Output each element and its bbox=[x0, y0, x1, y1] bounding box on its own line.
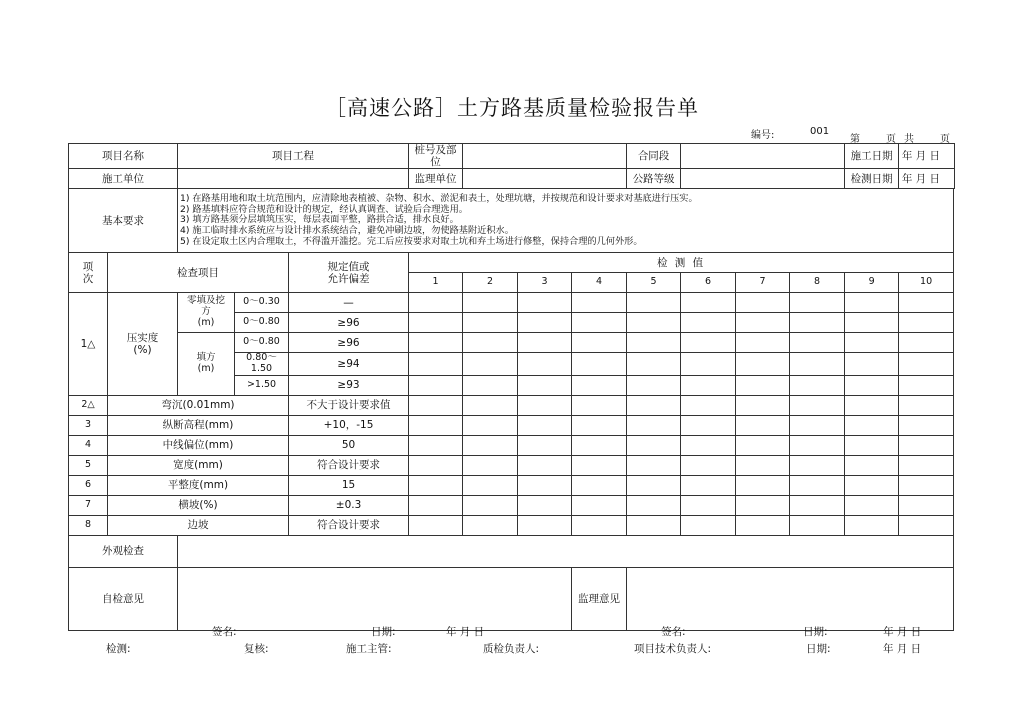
measure-cell[interactable] bbox=[463, 455, 518, 475]
footer-date-ymd: 年 月 日 bbox=[883, 643, 922, 655]
measure-cell[interactable] bbox=[409, 333, 463, 353]
appearance-value[interactable] bbox=[178, 535, 954, 567]
measure-cell[interactable] bbox=[409, 475, 463, 495]
measure-cell[interactable] bbox=[518, 353, 572, 376]
measure-cell[interactable] bbox=[790, 515, 845, 535]
measure-cell[interactable] bbox=[790, 415, 845, 435]
compaction-row bbox=[69, 333, 955, 353]
item-row bbox=[69, 435, 955, 455]
measure-cell[interactable] bbox=[681, 395, 736, 415]
measure-cell[interactable] bbox=[736, 293, 790, 313]
measure-cell[interactable] bbox=[736, 515, 790, 535]
item-spec: ±0.3 bbox=[289, 495, 409, 515]
compaction-group-cut: 零填及挖 方 (m) bbox=[178, 293, 235, 333]
measure-cell[interactable] bbox=[518, 455, 572, 475]
measure-cell[interactable] bbox=[681, 375, 736, 395]
measure-cell[interactable] bbox=[845, 293, 899, 313]
measure-cell[interactable] bbox=[409, 395, 463, 415]
measure-cell[interactable] bbox=[572, 475, 627, 495]
supervise-label: 监理意见 bbox=[572, 567, 627, 630]
opinion-row bbox=[69, 567, 955, 630]
compaction-depth: 0～0.30 bbox=[235, 293, 289, 313]
measure-cell[interactable] bbox=[845, 415, 899, 435]
measure-cell[interactable] bbox=[627, 455, 681, 475]
measure-cell[interactable] bbox=[736, 313, 790, 333]
col-number: 5 bbox=[627, 273, 681, 293]
measure-cell[interactable] bbox=[627, 475, 681, 495]
col-number: 3 bbox=[518, 273, 572, 293]
measure-cell[interactable] bbox=[518, 395, 572, 415]
measure-cell[interactable] bbox=[790, 395, 845, 415]
supervise-date-ymd: 年 月 日 bbox=[883, 625, 922, 638]
measure-cell[interactable] bbox=[790, 353, 845, 376]
item-row bbox=[69, 475, 955, 495]
info-row-1 bbox=[69, 144, 955, 169]
measure-cell[interactable] bbox=[681, 455, 736, 475]
self-check-label: 自检意见 bbox=[69, 567, 178, 630]
measure-cell[interactable] bbox=[572, 495, 627, 515]
measure-cell[interactable] bbox=[790, 313, 845, 333]
measure-cell[interactable] bbox=[409, 495, 463, 515]
measure-cell[interactable] bbox=[627, 293, 681, 313]
item-seq: 2△ bbox=[69, 395, 108, 415]
item-row bbox=[69, 515, 955, 535]
item-seq: 8 bbox=[69, 515, 108, 535]
measure-cell[interactable] bbox=[736, 475, 790, 495]
measure-cell[interactable] bbox=[790, 475, 845, 495]
supervise-area[interactable] bbox=[627, 567, 954, 638]
footer-quality: 质检负责人: bbox=[483, 643, 540, 655]
measure-cell[interactable] bbox=[518, 293, 572, 313]
compaction-group-fill: 填方 (m) bbox=[178, 333, 235, 396]
measure-cell[interactable] bbox=[409, 435, 463, 455]
compaction-depth: 0～0.80 bbox=[235, 333, 289, 353]
compaction-depth: 0.80～ 1.50 bbox=[235, 353, 289, 376]
measure-cell[interactable] bbox=[409, 313, 463, 333]
measure-cell[interactable] bbox=[409, 375, 463, 395]
measure-cell[interactable] bbox=[681, 333, 736, 353]
compaction-spec: ≥94 bbox=[289, 353, 409, 376]
report-title: ［高速公路］土方路基质量检验报告单 bbox=[325, 96, 699, 120]
measure-cell[interactable] bbox=[627, 515, 681, 535]
measure-cell[interactable] bbox=[736, 495, 790, 515]
measure-cell[interactable] bbox=[899, 415, 954, 435]
footer-supervisor: 施工主管: bbox=[346, 643, 392, 655]
measure-cell[interactable] bbox=[845, 375, 899, 395]
col-number: 7 bbox=[736, 273, 790, 293]
requirement-line: 1) 在路基用地和取土坑范围内，应清除地表植被、杂物、积水、淤泥和表土，处理坑塘，并按规范和设计要求对基底进行压实。 bbox=[180, 193, 698, 205]
measure-cell[interactable] bbox=[899, 353, 954, 376]
item-seq: 4 bbox=[69, 435, 108, 455]
measure-cell[interactable] bbox=[572, 375, 627, 395]
compaction-spec: — bbox=[289, 293, 409, 313]
measure-cell[interactable] bbox=[518, 415, 572, 435]
page-gong: 共 bbox=[904, 134, 914, 145]
measure-cell[interactable] bbox=[790, 435, 845, 455]
measure-cell[interactable] bbox=[845, 353, 899, 376]
item-seq: 3 bbox=[69, 415, 108, 435]
table-head-row-1 bbox=[69, 253, 955, 273]
measure-cell[interactable] bbox=[736, 395, 790, 415]
self-check-date-label: 日期: bbox=[371, 625, 396, 638]
measure-cell[interactable] bbox=[736, 455, 790, 475]
measure-cell[interactable] bbox=[681, 415, 736, 435]
compaction-depth: 0～0.80 bbox=[235, 313, 289, 333]
item-spec: 符合设计要求 bbox=[289, 455, 409, 475]
measure-cell[interactable] bbox=[845, 475, 899, 495]
project-name-value[interactable]: 项目工程 bbox=[178, 144, 409, 169]
compaction-spec: ≥93 bbox=[289, 375, 409, 395]
col-number: 9 bbox=[845, 273, 899, 293]
footer-inspect: 检测: bbox=[106, 643, 131, 655]
measure-cell[interactable] bbox=[518, 495, 572, 515]
item-name: 边坡 bbox=[108, 515, 289, 535]
measure-cell[interactable] bbox=[463, 515, 518, 535]
measure-cell[interactable] bbox=[899, 495, 954, 515]
measure-cell[interactable] bbox=[845, 515, 899, 535]
measure-cell[interactable] bbox=[899, 455, 954, 475]
measure-cell[interactable] bbox=[463, 415, 518, 435]
measure-cell[interactable] bbox=[463, 495, 518, 515]
measure-cell[interactable] bbox=[790, 333, 845, 353]
requirement-line: 5) 在设定取土区内合理取土，不得滥开滥挖。完工后应按要求对取土坑和弃土场进行修整，保持合理的几何外形。 bbox=[180, 235, 643, 247]
appearance-row bbox=[69, 535, 955, 567]
item-seq: 6 bbox=[69, 475, 108, 495]
construct-date-label: 施工日期 bbox=[845, 144, 899, 169]
measure-cell[interactable] bbox=[899, 375, 954, 395]
footer-tech: 项目技术负责人: bbox=[634, 643, 712, 655]
measure-cell[interactable] bbox=[736, 375, 790, 395]
footer-review: 复核: bbox=[244, 643, 269, 655]
project-name-label: 项目名称 bbox=[69, 144, 178, 169]
item-spec: 15 bbox=[289, 475, 409, 495]
measure-cell[interactable] bbox=[790, 293, 845, 313]
measure-cell[interactable] bbox=[518, 375, 572, 395]
self-check-date-ymd: 年 月 日 bbox=[446, 625, 485, 638]
item-spec: 50 bbox=[289, 435, 409, 455]
footer-date: 日期: bbox=[806, 643, 831, 655]
item-seq: 5 bbox=[69, 455, 108, 475]
measure-cell[interactable] bbox=[463, 353, 518, 376]
construct-date-value[interactable]: 年 月 日 bbox=[899, 144, 955, 169]
item-row bbox=[69, 415, 955, 435]
measure-cell[interactable] bbox=[463, 313, 518, 333]
compaction-spec: ≥96 bbox=[289, 333, 409, 353]
basic-requirements-text bbox=[178, 189, 954, 253]
inspect-date-label: 检测日期 bbox=[845, 169, 899, 189]
measure-cell[interactable] bbox=[627, 395, 681, 415]
measure-cell[interactable] bbox=[845, 313, 899, 333]
requirement-line: 3) 填方路基须分层填筑压实，每层表面平整，路拱合适，排水良好。 bbox=[180, 214, 459, 226]
road-grade-label: 公路等级 bbox=[627, 169, 681, 189]
measure-cell[interactable] bbox=[518, 475, 572, 495]
requirement-line: 4) 施工临时排水系统应与设计排水系统结合，避免冲刷边坡，勿使路基附近积水。 bbox=[180, 224, 514, 236]
measure-cell[interactable] bbox=[463, 293, 518, 313]
measure-cell[interactable] bbox=[627, 375, 681, 395]
construct-unit-value[interactable] bbox=[178, 169, 409, 189]
col-number: 10 bbox=[899, 273, 954, 293]
item-row bbox=[69, 455, 955, 475]
inspect-date-value[interactable]: 年 月 日 bbox=[899, 169, 955, 189]
supervise-unit-label: 监理单位 bbox=[409, 169, 463, 189]
measure-cell[interactable] bbox=[681, 515, 736, 535]
measure-cell[interactable] bbox=[572, 313, 627, 333]
measure-cell[interactable] bbox=[409, 415, 463, 435]
appearance-label: 外观检查 bbox=[69, 535, 178, 567]
measure-cell[interactable] bbox=[845, 435, 899, 455]
measure-cell[interactable] bbox=[681, 313, 736, 333]
requirement-line: 2) 路基填料应符合规范和设计的规定，经认真调查、试验后合理选用。 bbox=[180, 203, 468, 215]
item-row bbox=[69, 495, 955, 515]
measure-cell[interactable] bbox=[736, 333, 790, 353]
item-name: 纵断高程(mm) bbox=[108, 415, 289, 435]
contract-label: 合同段 bbox=[627, 144, 681, 169]
seq-header: 项 次 bbox=[69, 253, 108, 293]
measure-cell[interactable] bbox=[518, 313, 572, 333]
measure-cell[interactable] bbox=[627, 313, 681, 333]
basic-requirements-label: 基本要求 bbox=[69, 189, 178, 253]
measured-header: 检 测 值 bbox=[409, 253, 954, 273]
self-check-sign-label: 签名: bbox=[212, 625, 237, 638]
measure-cell[interactable] bbox=[572, 435, 627, 455]
item-header: 检查项目 bbox=[108, 253, 289, 293]
measure-cell[interactable] bbox=[518, 333, 572, 353]
measure-cell[interactable] bbox=[572, 455, 627, 475]
measure-cell[interactable] bbox=[736, 435, 790, 455]
measure-cell[interactable] bbox=[899, 515, 954, 535]
spec-header: 规定值或 允许偏差 bbox=[289, 253, 409, 293]
item-spec: 不大于设计要求值 bbox=[289, 395, 409, 415]
measure-cell[interactable] bbox=[627, 333, 681, 353]
col-number: 4 bbox=[572, 273, 627, 293]
info-row-2 bbox=[69, 169, 955, 189]
measure-cell[interactable] bbox=[627, 353, 681, 376]
measure-cell[interactable] bbox=[681, 495, 736, 515]
measure-cell[interactable] bbox=[627, 415, 681, 435]
measure-cell[interactable] bbox=[736, 353, 790, 376]
measure-cell[interactable] bbox=[409, 455, 463, 475]
item-name: 宽度(mm) bbox=[108, 455, 289, 475]
page-ye-total: 页 bbox=[940, 134, 950, 145]
item-name: 中线偏位(mm) bbox=[108, 435, 289, 455]
page-di: 第 bbox=[850, 134, 860, 145]
measure-cell[interactable] bbox=[518, 515, 572, 535]
item-seq: 7 bbox=[69, 495, 108, 515]
measure-cell[interactable] bbox=[572, 333, 627, 353]
measure-cell[interactable] bbox=[790, 495, 845, 515]
measure-cell[interactable] bbox=[681, 435, 736, 455]
supervise-unit-value[interactable] bbox=[463, 169, 627, 189]
col-number: 2 bbox=[463, 273, 518, 293]
measure-cell[interactable] bbox=[899, 313, 954, 333]
station-value[interactable] bbox=[463, 144, 627, 169]
measure-cell[interactable] bbox=[463, 435, 518, 455]
item-spec: +10，-15 bbox=[289, 415, 409, 435]
contract-value[interactable] bbox=[681, 144, 845, 169]
measure-cell[interactable] bbox=[790, 375, 845, 395]
measure-cell[interactable] bbox=[463, 333, 518, 353]
measure-cell[interactable] bbox=[899, 475, 954, 495]
measure-cell[interactable] bbox=[463, 375, 518, 395]
measure-cell[interactable] bbox=[899, 395, 954, 415]
self-check-area[interactable] bbox=[178, 567, 572, 638]
measure-cell[interactable] bbox=[681, 475, 736, 495]
measure-cell[interactable] bbox=[627, 435, 681, 455]
measure-cell[interactable] bbox=[572, 515, 627, 535]
col-number: 6 bbox=[681, 273, 736, 293]
compaction-row bbox=[69, 293, 955, 313]
measure-cell[interactable] bbox=[627, 495, 681, 515]
construct-unit-label: 施工单位 bbox=[69, 169, 178, 189]
serial-value: 001 bbox=[810, 126, 830, 137]
measure-cell[interactable] bbox=[845, 495, 899, 515]
measure-cell[interactable] bbox=[572, 395, 627, 415]
measure-cell[interactable] bbox=[409, 515, 463, 535]
compaction-name: 压实度 (%) bbox=[108, 293, 178, 396]
serial-label: 编号: bbox=[751, 130, 775, 141]
measure-cell[interactable] bbox=[845, 395, 899, 415]
basic-requirements-row bbox=[69, 189, 955, 253]
measure-cell[interactable] bbox=[790, 455, 845, 475]
measure-cell[interactable] bbox=[681, 293, 736, 313]
measure-cell[interactable] bbox=[463, 395, 518, 415]
item-spec: 符合设计要求 bbox=[289, 515, 409, 535]
measure-cell[interactable] bbox=[463, 475, 518, 495]
item-name: 平整度(mm) bbox=[108, 475, 289, 495]
col-number: 1 bbox=[409, 273, 463, 293]
measure-cell[interactable] bbox=[572, 415, 627, 435]
measure-cell[interactable] bbox=[899, 435, 954, 455]
supervise-date-label: 日期: bbox=[803, 625, 828, 638]
measure-cell[interactable] bbox=[845, 455, 899, 475]
item-name: 横坡(%) bbox=[108, 495, 289, 515]
measure-cell[interactable] bbox=[518, 435, 572, 455]
col-number: 8 bbox=[790, 273, 845, 293]
measure-cell[interactable] bbox=[899, 293, 954, 313]
measure-cell[interactable] bbox=[899, 333, 954, 353]
measure-cell[interactable] bbox=[572, 353, 627, 376]
compaction-spec: ≥96 bbox=[289, 313, 409, 333]
inspection-report-table bbox=[68, 143, 955, 638]
supervise-sign-label: 签名: bbox=[661, 625, 686, 638]
compaction-depth: >1.50 bbox=[235, 375, 289, 395]
measure-cell[interactable] bbox=[409, 293, 463, 313]
measure-cell[interactable] bbox=[409, 353, 463, 376]
page-ye: 页 bbox=[886, 134, 896, 145]
measure-cell[interactable] bbox=[681, 353, 736, 376]
road-grade-value[interactable] bbox=[681, 169, 845, 189]
measure-cell[interactable] bbox=[572, 293, 627, 313]
measure-cell[interactable] bbox=[845, 333, 899, 353]
item-row bbox=[69, 395, 955, 415]
measure-cell[interactable] bbox=[736, 415, 790, 435]
item-name: 弯沉(0.01mm) bbox=[108, 395, 289, 415]
station-label: 桩号及部位 bbox=[409, 144, 463, 169]
compaction-seq: 1△ bbox=[69, 293, 108, 396]
